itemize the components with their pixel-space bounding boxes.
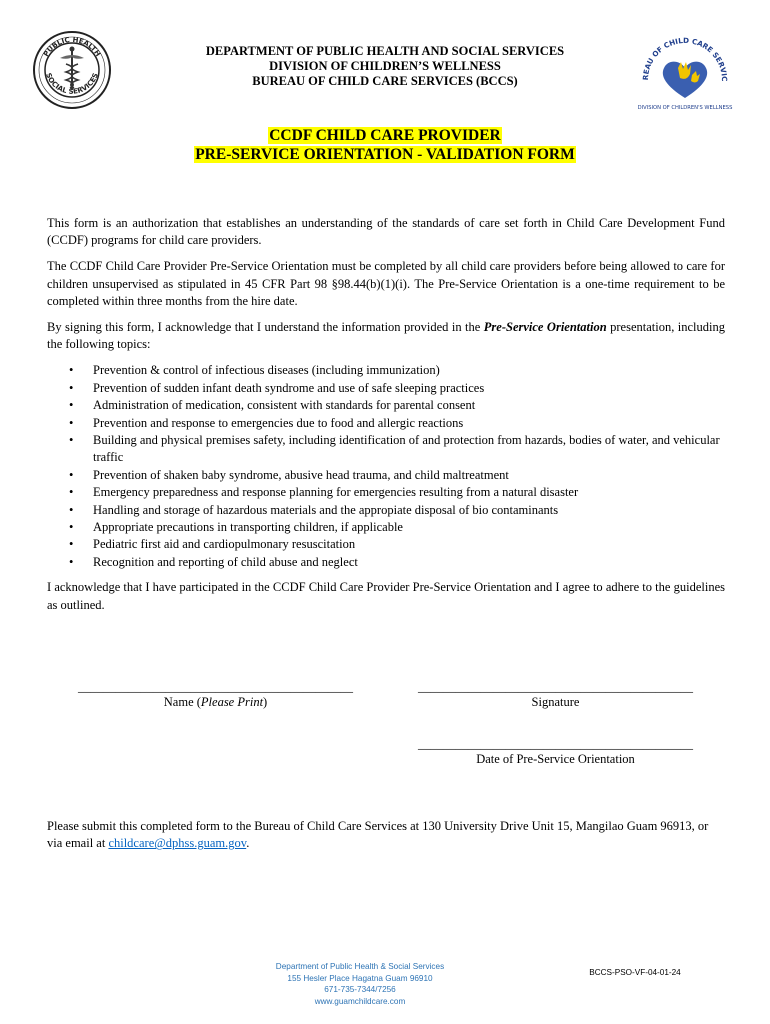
topics-list bbox=[47, 362, 725, 571]
name-line[interactable]: ____________________________________________ bbox=[78, 680, 353, 694]
bccs-logo bbox=[636, 28, 734, 112]
dphss-seal-logo bbox=[32, 30, 112, 110]
header-line-2: DIVISION OF CHILDREN’S WELLNESS bbox=[269, 59, 501, 73]
name-label: Name (Please Print) bbox=[163, 695, 268, 709]
caduceus-seal-icon bbox=[32, 30, 112, 110]
seal-top-text: PUBLIC bbox=[42, 36, 71, 59]
footer-line-3: 671-735-7344/7256 bbox=[324, 985, 396, 995]
footer-line-4[interactable]: www.guamchildcare.com bbox=[314, 996, 406, 1006]
orientation-emphasis: Pre-Service Orientation bbox=[483, 320, 607, 335]
email-link[interactable]: childcare@dphss.guam.gov bbox=[108, 836, 247, 851]
list-item: • Handling and storage of hazardous materials and the appropiate disposal of bio contaminants bbox=[47, 502, 725, 519]
header-line-1: DEPARTMENT OF PUBLIC HEALTH AND SOCIAL SERVICES bbox=[205, 44, 565, 58]
list-item: • Emergency preparedness and response planning for emergencies resulting from a natural disaster bbox=[47, 484, 725, 501]
intro-paragraph: This form is an authorization that establishes an understanding of the standards of care set forth in Child Care Development Fund (CCDF) programs for child care providers. bbox=[47, 216, 725, 248]
svg-text:PUBLIC HEALTH: PUBLIC HEALTH bbox=[42, 35, 102, 59]
bccs-arc-text: REAU OF CHILD CARE SERVIC bbox=[640, 35, 730, 82]
form-body bbox=[47, 215, 725, 623]
list-item: • Building and physical premises safety, including identification of and protection from hazards, bodies of water, and vehicular traffic bbox=[47, 432, 725, 467]
footer-address bbox=[240, 961, 480, 1007]
acknowledge-paragraph: By signing this form, I acknowledge that I understand the information provided in the Pre-Service Orientation presentation, including the following topics: bbox=[47, 320, 726, 352]
date-field[interactable] bbox=[388, 737, 723, 767]
title-line-2: PRE-SERVICE ORIENTATION - VALIDATION FORM bbox=[195, 146, 575, 163]
seal-bottom-text: SOCIAL bbox=[44, 72, 68, 96]
requirement-paragraph: The CCDF Child Care Provider Pre-Service Orientation must be completed by all child care providers before being allowed to care for children unsupervised as stipulated in 45 CFR Part 98 §98.44(b)(1)(i). The Pre-Service Orientation is a one-time requirement to be completed within three months from the hire date. bbox=[47, 259, 725, 308]
list-item: • Pediatric first aid and cardiopulmonary resuscitation bbox=[47, 536, 725, 553]
name-field[interactable] bbox=[48, 680, 383, 710]
form-code: BCCS-PSO-VF-04-01-24 bbox=[589, 968, 681, 977]
list-item: • Recognition and reporting of child abuse and neglect bbox=[47, 554, 725, 571]
submit-instructions: Please submit this completed form to the Bureau of Child Care Services at 130 University Drive Unit 15, Mangilao Guam 96913, or via email at childcare@dphss.guam.gov. bbox=[47, 819, 709, 851]
list-item: • Prevention of shaken baby syndrome, abusive head trauma, and child maltreatment bbox=[47, 467, 725, 484]
date-line[interactable]: ____________________________________________ bbox=[418, 737, 693, 751]
list-item: • Prevention of sudden infant death syndrome and use of safe sleeping practices bbox=[47, 380, 725, 397]
form-title bbox=[0, 126, 770, 164]
footer-line-2: 155 Hesler Place Hagatna Guam 96910 bbox=[287, 973, 433, 983]
svg-text:SOCIAL SERVICES: SOCIAL SERVICES bbox=[44, 72, 100, 96]
signature-label: Signature bbox=[531, 695, 580, 709]
participation-paragraph: I acknowledge that I have participated in the CCDF Child Care Provider Pre-Service Orientation and I agree to adhere to the guidelines as outlined. bbox=[47, 580, 725, 612]
list-item: • Prevention & control of infectious diseases (including immunization) bbox=[47, 362, 725, 379]
list-item: • Prevention and response to emergencies due to food and allergic reactions bbox=[47, 415, 725, 432]
signature-field[interactable] bbox=[388, 680, 723, 710]
heart-hands-icon bbox=[636, 28, 734, 112]
title-line-1: CCDF CHILD CARE PROVIDER bbox=[269, 127, 501, 144]
footer-line-1: Department of Public Health & Social Services bbox=[275, 962, 445, 971]
signature-line[interactable]: ____________________________________________ bbox=[418, 680, 693, 694]
date-label: Date of Pre-Service Orientation bbox=[476, 752, 635, 766]
header-line-3: BUREAU OF CHILD CARE SERVICES (BCCS) bbox=[252, 74, 518, 88]
letterhead bbox=[150, 44, 620, 89]
bccs-caption: DIVISION OF CHILDREN'S WELLNESS bbox=[637, 105, 733, 111]
list-item: • Administration of medication, consistent with standards for parental consent bbox=[47, 397, 725, 414]
list-item: • Appropriate precautions in transporting children, if applicable bbox=[47, 519, 725, 536]
